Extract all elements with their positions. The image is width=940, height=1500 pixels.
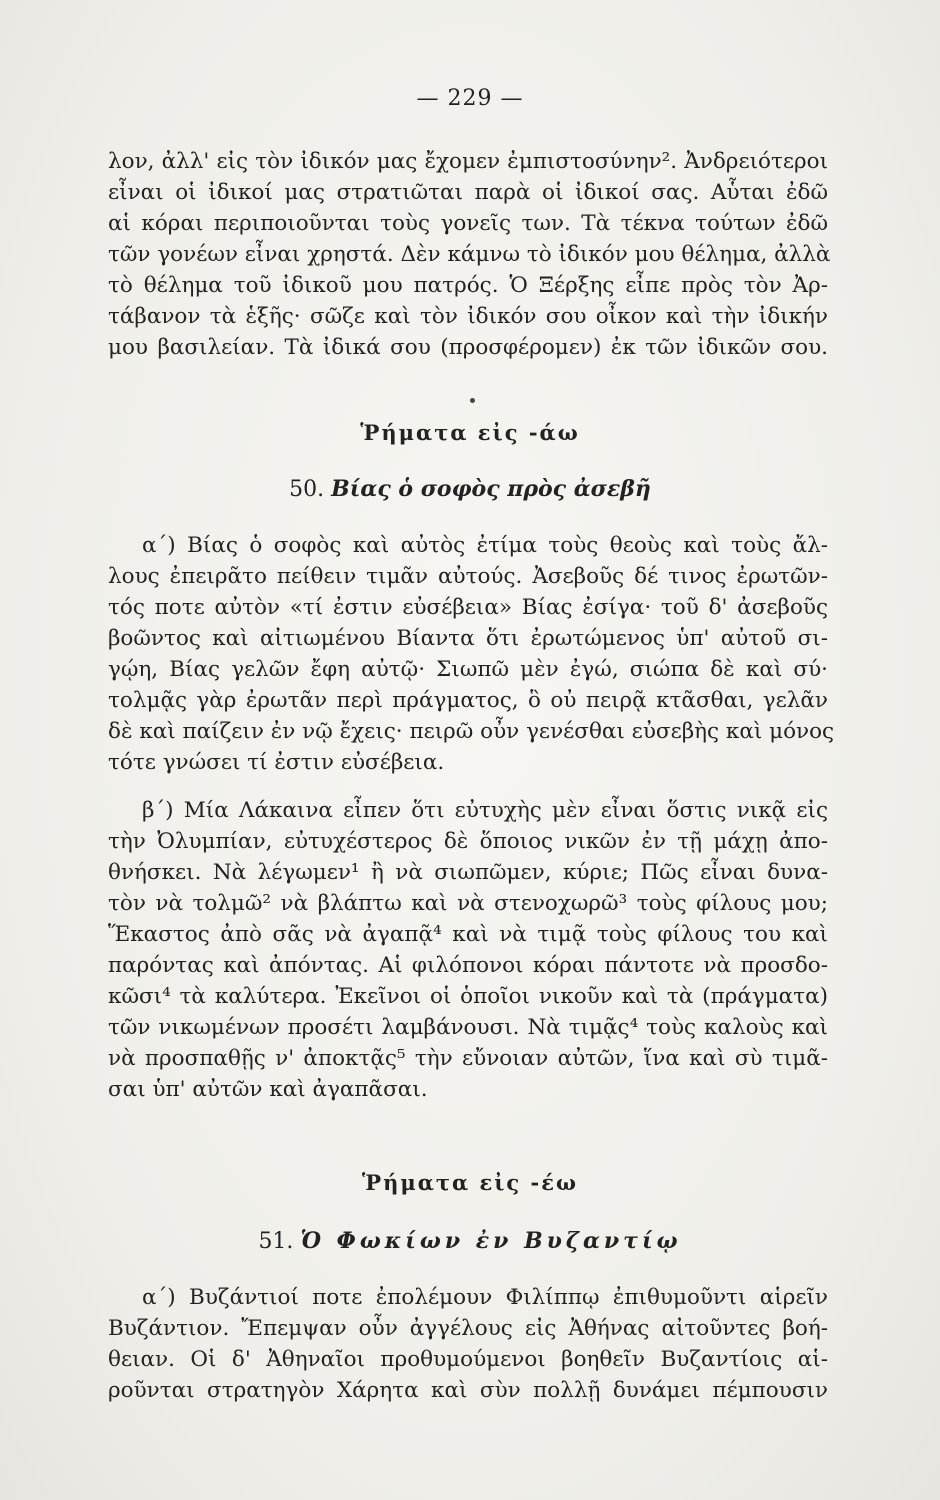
story-51-heading: Ὁ Φωκίων ἐν Βυζαντίῳ <box>300 1228 682 1254</box>
text-line: τῶν γονέων εἶναι χρηστά. Δὲν κάμνω τὸ ἰδικόν μου θέλημα, ἀλλὰ <box>108 242 831 267</box>
page-number: — 229 — <box>416 86 524 111</box>
text-line: λον, ἀλλ' εἰς τὸν ἰδικόν μας ἔχομεν ἐμπιστοσύνην². Ἀνδρειότεροι <box>108 149 828 174</box>
story-50-title <box>0 476 940 502</box>
text-line: τὸ θέλημα τοῦ ἰδικοῦ μου πατρός. Ὁ Ξέρξης εἶπε πρὸς τὸν Ἀρ- <box>108 273 828 298</box>
story-51-title <box>0 1228 940 1254</box>
text-line: τός ποτε αὐτὸν «τί ἐστιν εὐσέβεια» Βίας ἐσίγα· τοῦ δ' ἀσεβοῦς <box>108 595 828 620</box>
text-line: θνήσκει. Νὰ λέγωμεν¹ ἢ νὰ σιωπῶμεν, κύριε; Πῶς εἶναι δυνα- <box>108 860 828 885</box>
text-line: Βυζάντιον. Ἔπεμψαν οὖν ἀγγέλους εἰς Ἀθήνας αἰτοῦντες βοή- <box>108 1316 828 1341</box>
text-line: βοῶντος καὶ αἰτιωμένου Βίαντα ὅτι ἐρωτώμενος ὑπ' αὐτοῦ σι- <box>108 626 828 651</box>
text-line: νὰ προσπαθῇς ν' ἀποκτᾷς⁵ τὴν εὔνοιαν αὐτῶν, ἵνα καὶ σὺ τιμᾶ- <box>108 1046 828 1071</box>
text-line: αἱ κόραι περιποιοῦνται τοὺς γονεῖς των. Τὰ τέκνα τούτων ἐδῶ <box>108 211 828 236</box>
story-50-paragraph-b <box>108 795 828 1105</box>
text-line: δὲ καὶ παίζειν ἐν νῷ ἔχεις· πειρῶ οὖν γενέσθαι εὐσεβὴς καὶ μόνος <box>108 719 835 744</box>
text-line: τότε γνώσει τί ἐστιν εὐσέβεια. <box>108 750 445 775</box>
text-line: Ἕκαστος ἀπὸ σᾶς νὰ ἀγαπᾷ⁴ καὶ νὰ τιμᾷ τοὺς φίλους του καὶ <box>108 922 828 947</box>
text-line: εἶναι οἱ ἰδικοί μας στρατιῶται παρὰ οἱ ἰδικοί σας. Αὗται ἐδῶ <box>108 180 828 205</box>
text-line: κῶσι⁴ τὰ καλύτερα. Ἐκεῖνοι οἱ ὁποῖοι νικοῦν καὶ τὰ (πράγματα) <box>108 984 828 1009</box>
story-50-paragraph-a <box>108 530 835 778</box>
text-line: μου βασιλείαν. Τὰ ἰδικά σου (προσφέρομεν) ἐκ τῶν ἰδικῶν σου. <box>108 335 828 360</box>
section-heading-1: Ῥήματα εἰς -άω <box>360 420 580 445</box>
text-line: γῴη, Βίας γελῶν ἔφη αὐτῷ· Σιωπῶ μὲν ἐγώ, σιώπα δὲ καὶ σύ· <box>108 657 828 682</box>
text-line: α´) Βίας ὁ σοφὸς καὶ αὐτὸς ἐτίμα τοὺς θεοὺς καὶ τοὺς ἄλ- <box>142 533 828 558</box>
text-line: τῶν νικωμένων προσέτι λαμβάνουσι. Νὰ τιμᾷς⁴ τοὺς καλοὺς καὶ <box>108 1015 828 1040</box>
text-line: β´) Μία Λάκαινα εἶπεν ὅτι εὐτυχὴς μὲν εἶναι ὅστις νικᾷ εἰς <box>142 798 828 823</box>
paragraph-top <box>108 146 831 363</box>
text-line: α´) Βυζάντιοί ποτε ἐπολέμουν Φιλίππῳ ἐπιθυμοῦντι αἱρεῖν <box>142 1285 828 1310</box>
story-50-heading: Βίας ὁ σοφὸς πρὸς ἀσεβῆ <box>331 476 651 502</box>
text-line: παρόντας καὶ ἀπόντας. Αἱ φιλόπονοι κόραι πάντοτε νὰ προσδο- <box>108 953 828 978</box>
story-51-number: 51. <box>258 1229 294 1254</box>
text-line: ροῦνται στρατηγὸν Χάρητα καὶ σὺν πολλῇ δυνάμει πέμπουσιν <box>108 1378 828 1403</box>
text-line: τάβανον τὰ ἑξῆς· σῶζε καὶ τὸν ἰδικόν σου οἶκον καὶ τὴν ἰδικήν <box>108 304 828 329</box>
section-heading-2: Ῥήματα εἰς -έω <box>361 1170 578 1195</box>
story-50-number: 50. <box>289 477 325 502</box>
text-line: τολμᾷς γὰρ ἐρωτᾶν περὶ πράγματος, ὃ οὐ πειρᾷ κτᾶσθαι, γελᾶν <box>108 688 828 713</box>
text-line: θειαν. Οἱ δ' Ἀθηναῖοι προθυμούμενοι βοηθεῖν Βυζαντίοις αἱ- <box>108 1347 828 1372</box>
text-line: σαι ὑπ' αὐτῶν καὶ ἀγαπᾶσαι. <box>108 1077 428 1102</box>
ink-dot <box>470 398 475 403</box>
text-line: λους ἐπειρᾶτο πείθειν τιμᾶν αὐτούς. Ἀσεβοῦς δέ τινος ἐρωτῶν- <box>108 564 828 589</box>
text-line: τὴν Ὀλυμπίαν, εὐτυχέστερος δὲ ὅποιος νικῶν ἐν τῇ μάχῃ ἀπο- <box>108 829 828 854</box>
story-51-paragraph-a <box>108 1282 828 1406</box>
text-line: τὸν νὰ τολμῶ² νὰ βλάπτω καὶ νὰ στενοχωρῶ³ τοὺς φίλους μου; <box>108 891 828 916</box>
